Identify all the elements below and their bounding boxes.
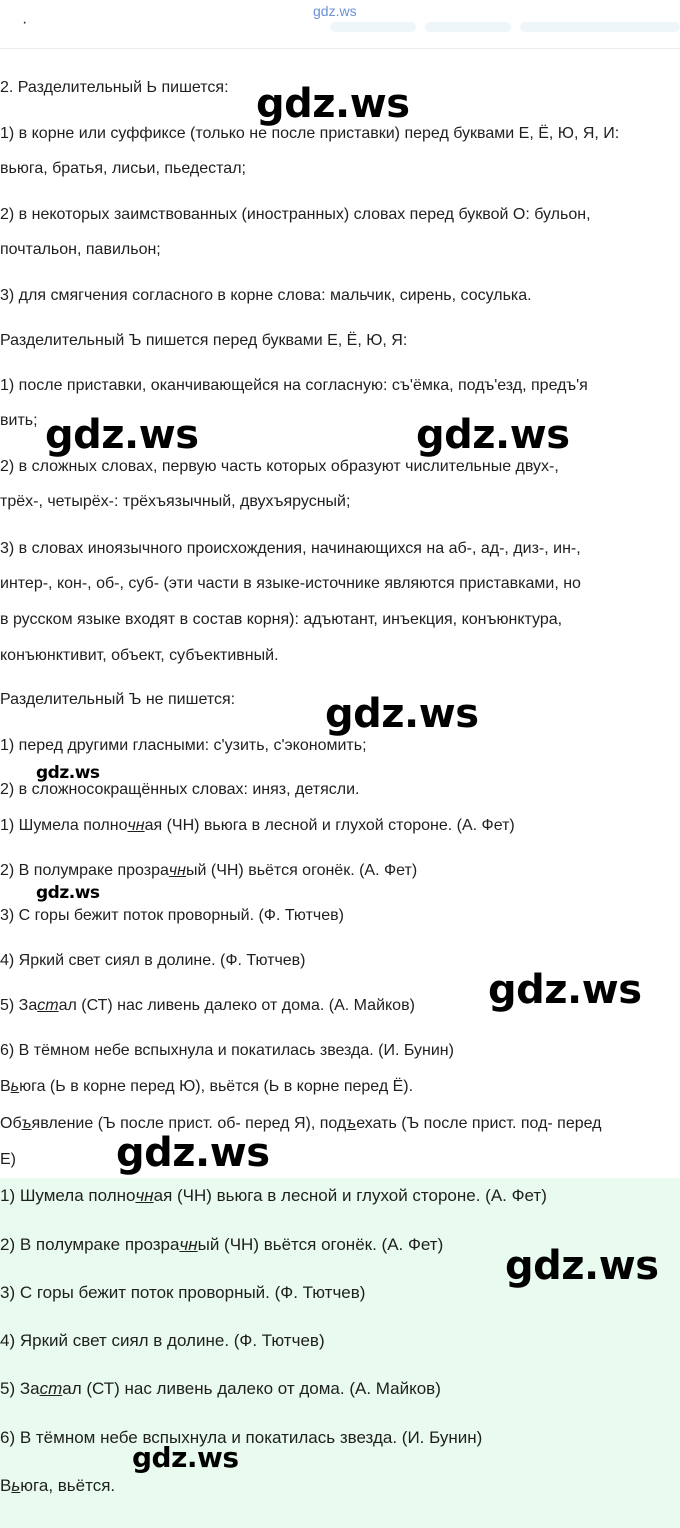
text-line: 3) в словах иноязычного происхождения, начинающихся на аб-, ад-, диз-, ин-, [0, 540, 581, 557]
watermark: gdz.ws [416, 412, 570, 458]
text-line: 4) Яркий свет сиял в долине. (Ф. Тютчев) [0, 952, 306, 969]
hard-sign-example: Объявление (Ъ после прист. об- перед Я), подъехать (Ъ после прист. под- перед [0, 1115, 602, 1132]
answer-words: Вьюга, вьётся. [0, 1476, 116, 1495]
sentence-1: 1) Шумела полночная (ЧН) вьюга в лесной и глухой стороне. (А. Фет) [0, 817, 515, 834]
divider [0, 48, 680, 49]
nav-pill[interactable] [330, 22, 416, 32]
text-line: 6) В тёмном небе вспыхнула и покатилась звезда. (И. Бунин) [0, 1042, 454, 1059]
watermark: gdz.ws [325, 691, 479, 737]
watermark: gdz.ws [116, 1130, 270, 1176]
text-line: вить; [0, 412, 38, 429]
sentence-2: 2) В полумраке прозрачный (ЧН) вьётся огонёк. (А. Фет) [0, 862, 418, 879]
soft-sign-example: Вьюга (Ь в корне перед Ю), вьётся (Ь в корне перед Ё). [0, 1078, 414, 1095]
text-line: Е) [0, 1151, 16, 1168]
text-line: 2. Разделительный Ь пишется: [0, 79, 229, 96]
watermark: gdz.ws [256, 81, 410, 127]
watermark: gdz.ws [45, 412, 199, 458]
answer-line: 6) В тёмном небе вспыхнула и покатилась звезда. (И. Бунин) [0, 1428, 483, 1447]
watermark: gdz.ws [36, 763, 100, 783]
text-line: 2) в некоторых заимствованных (иностранных) словах перед буквой О: бульон, [0, 206, 591, 223]
answer-sentence-5: 5) Застал (СТ) нас ливень далеко от дома. (А. Майков) [0, 1379, 441, 1398]
answer-line: 3) С горы бежит поток проворный. (Ф. Тютчев) [0, 1283, 366, 1302]
answer-sentence-2: 2) В полумраке прозрачный (ЧН) вьётся огонёк. (А. Фет) [0, 1235, 444, 1254]
text-line: 1) в корне или суффиксе (только не после приставки) перед буквами Е, Ё, Ю, Я, И: [0, 125, 620, 142]
watermark: gdz.ws [36, 883, 100, 903]
text-line: вьюга, братья, лисьи, пьедестал; [0, 160, 246, 177]
text-line: 3) С горы бежит поток проворный. (Ф. Тютчев) [0, 907, 344, 924]
text-line: 2) в сложных словах, первую часть которых образуют числительные двух-, [0, 458, 559, 475]
watermark: gdz.ws [505, 1243, 659, 1289]
sentence-5: 5) Застал (СТ) нас ливень далеко от дома. (А. Майков) [0, 997, 415, 1014]
watermark: gdz.ws [488, 967, 642, 1013]
answer-line: 4) Яркий свет сиял в долине. (Ф. Тютчев) [0, 1331, 325, 1350]
text-line: Разделительный Ъ пишется перед буквами Е, Ё, Ю, Я: [0, 332, 408, 349]
text-line: 3) для смягчения согласного в корне слова: мальчик, сирень, сосулька. [0, 287, 532, 304]
text-line: 2) в сложносокращённых словах: иняз, детясли. [0, 781, 360, 798]
text-line: почтальон, павильон; [0, 241, 161, 258]
text-line: трёх-, четырёх-: трёхъязычный, двухъярусный; [0, 493, 351, 510]
top-bar [0, 0, 680, 48]
text-line: интер-, кон-, об-, суб- (эти части в языке-источнике являются приставками, но [0, 575, 581, 592]
answer-block [0, 1178, 680, 1528]
text-line: в русском языке входят в состав корня): адъютант, инъекция, конъюнктура, [0, 611, 563, 628]
text-line: Разделительный Ъ не пишется: [0, 691, 236, 708]
text-line: 1) после приставки, оканчивающейся на согласную: съ'ёмка, подъ'езд, предъ'я [0, 377, 588, 394]
answer-sentence-1: 1) Шумела полночная (ЧН) вьюга в лесной и глухой стороне. (А. Фет) [0, 1186, 547, 1205]
site-link[interactable]: gdz.ws [313, 3, 357, 19]
text-line: конъюнктивит, объект, субъективный. [0, 647, 279, 664]
text-line: 1) перед другими гласными: с'узить, с'экономить; [0, 737, 367, 754]
nav-pill[interactable] [520, 22, 680, 32]
menu-dot: · [22, 14, 28, 31]
nav-pill[interactable] [425, 22, 511, 32]
watermark: gdz.ws [132, 1441, 239, 1474]
